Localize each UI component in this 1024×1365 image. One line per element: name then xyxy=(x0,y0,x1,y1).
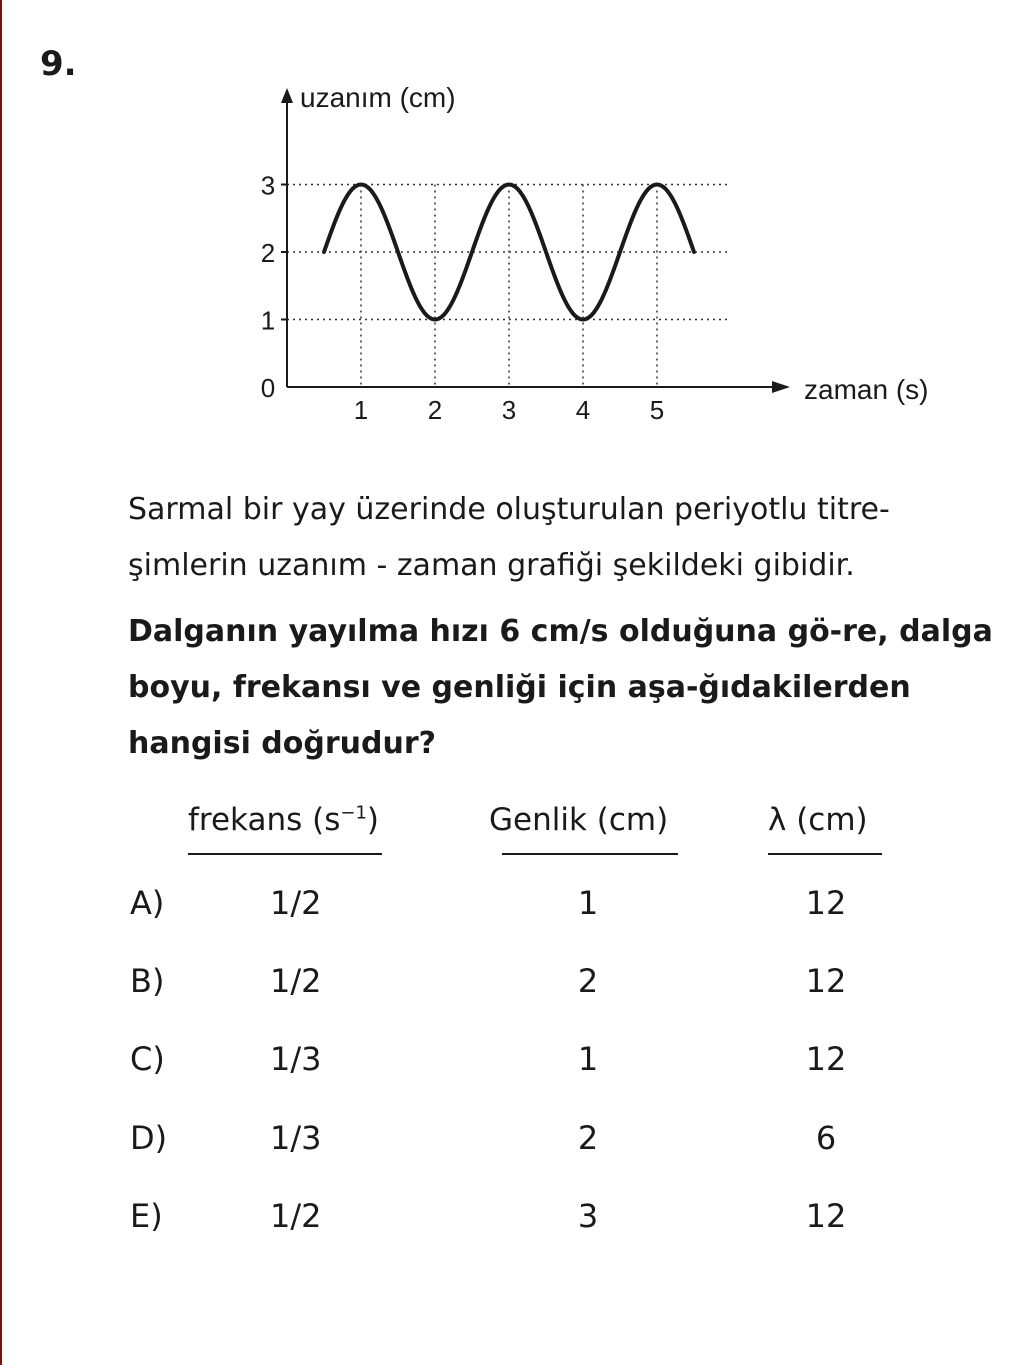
header-frequency-underline xyxy=(188,853,382,855)
option-frequency: 1/2 xyxy=(270,1197,322,1235)
option-wavelength-value: 12 xyxy=(805,962,847,1000)
option-frequency: 1/2 xyxy=(270,884,322,922)
header-frequency-close: ) xyxy=(366,802,380,838)
option-e[interactable] xyxy=(0,1197,1024,1247)
option-d[interactable] xyxy=(0,1119,1024,1169)
option-letter: B) xyxy=(130,962,165,1000)
y-axis-label: uzanım (cm) xyxy=(300,82,456,113)
x-axis-arrow xyxy=(772,381,790,393)
chart-axes xyxy=(281,88,790,393)
y-axis-arrow xyxy=(281,88,293,103)
option-wavelength-value: 12 xyxy=(805,1197,847,1235)
question-prompt: Dalganın yayılma hızı 6 cm/s olduğuna gö-re, dalga boyu, frekansı ve genliği için aşa-ğıdakilerden hangisi doğrudur? xyxy=(128,614,993,761)
option-letter: D) xyxy=(130,1119,168,1157)
option-amplitude-value: 2 xyxy=(577,962,599,1000)
header-wavelength: λ (cm) xyxy=(768,802,868,838)
y-tick-label-1: 1 xyxy=(260,305,276,336)
option-letter: E) xyxy=(130,1197,163,1235)
option-amplitude-value: 3 xyxy=(577,1197,599,1235)
option-b[interactable] xyxy=(0,962,1024,1012)
option-letter: A) xyxy=(130,884,165,922)
option-amplitude-value: 1 xyxy=(577,1040,599,1078)
displacement-time-chart xyxy=(0,0,1024,460)
header-frequency-sup: −1 xyxy=(340,802,367,824)
option-c[interactable] xyxy=(0,1040,1024,1090)
option-wavelength-value: 12 xyxy=(805,884,847,922)
option-letter: C) xyxy=(130,1040,165,1078)
header-frequency-text: frekans (s xyxy=(188,802,341,838)
option-frequency: 1/2 xyxy=(270,962,322,1000)
option-frequency: 1/3 xyxy=(270,1040,322,1078)
question-stem: Sarmal bir yay üzerinde oluşturulan periyotlu titre-şimlerin uzanım - zaman grafiği şekildeki gibidir. xyxy=(128,492,890,583)
x-tick-label-3: 3 xyxy=(501,395,517,425)
chart-grid xyxy=(281,185,730,388)
x-tick-label-2: 2 xyxy=(427,395,443,425)
header-wavelength-underline xyxy=(768,853,882,855)
option-frequency: 1/3 xyxy=(270,1119,322,1157)
x-tick-label-5: 5 xyxy=(649,395,665,425)
option-wavelength-value: 6 xyxy=(815,1119,837,1157)
x-axis-label: zaman (s) xyxy=(804,374,929,405)
x-tick-label-1: 1 xyxy=(353,395,369,425)
option-amplitude-value: 1 xyxy=(577,884,599,922)
y-tick-label-2: 2 xyxy=(260,238,276,268)
option-a[interactable] xyxy=(0,884,1024,934)
question-number: 9. xyxy=(40,44,77,84)
x-tick-label-4: 4 xyxy=(575,395,591,425)
option-amplitude-value: 2 xyxy=(577,1119,599,1157)
y-tick-label-0: 0 xyxy=(260,373,276,403)
y-tick-label-3: 3 xyxy=(260,170,276,201)
option-wavelength-value: 12 xyxy=(805,1040,847,1078)
header-frequency xyxy=(188,798,379,842)
header-amplitude: Genlik (cm) xyxy=(489,802,669,838)
header-amplitude-underline xyxy=(502,853,678,855)
